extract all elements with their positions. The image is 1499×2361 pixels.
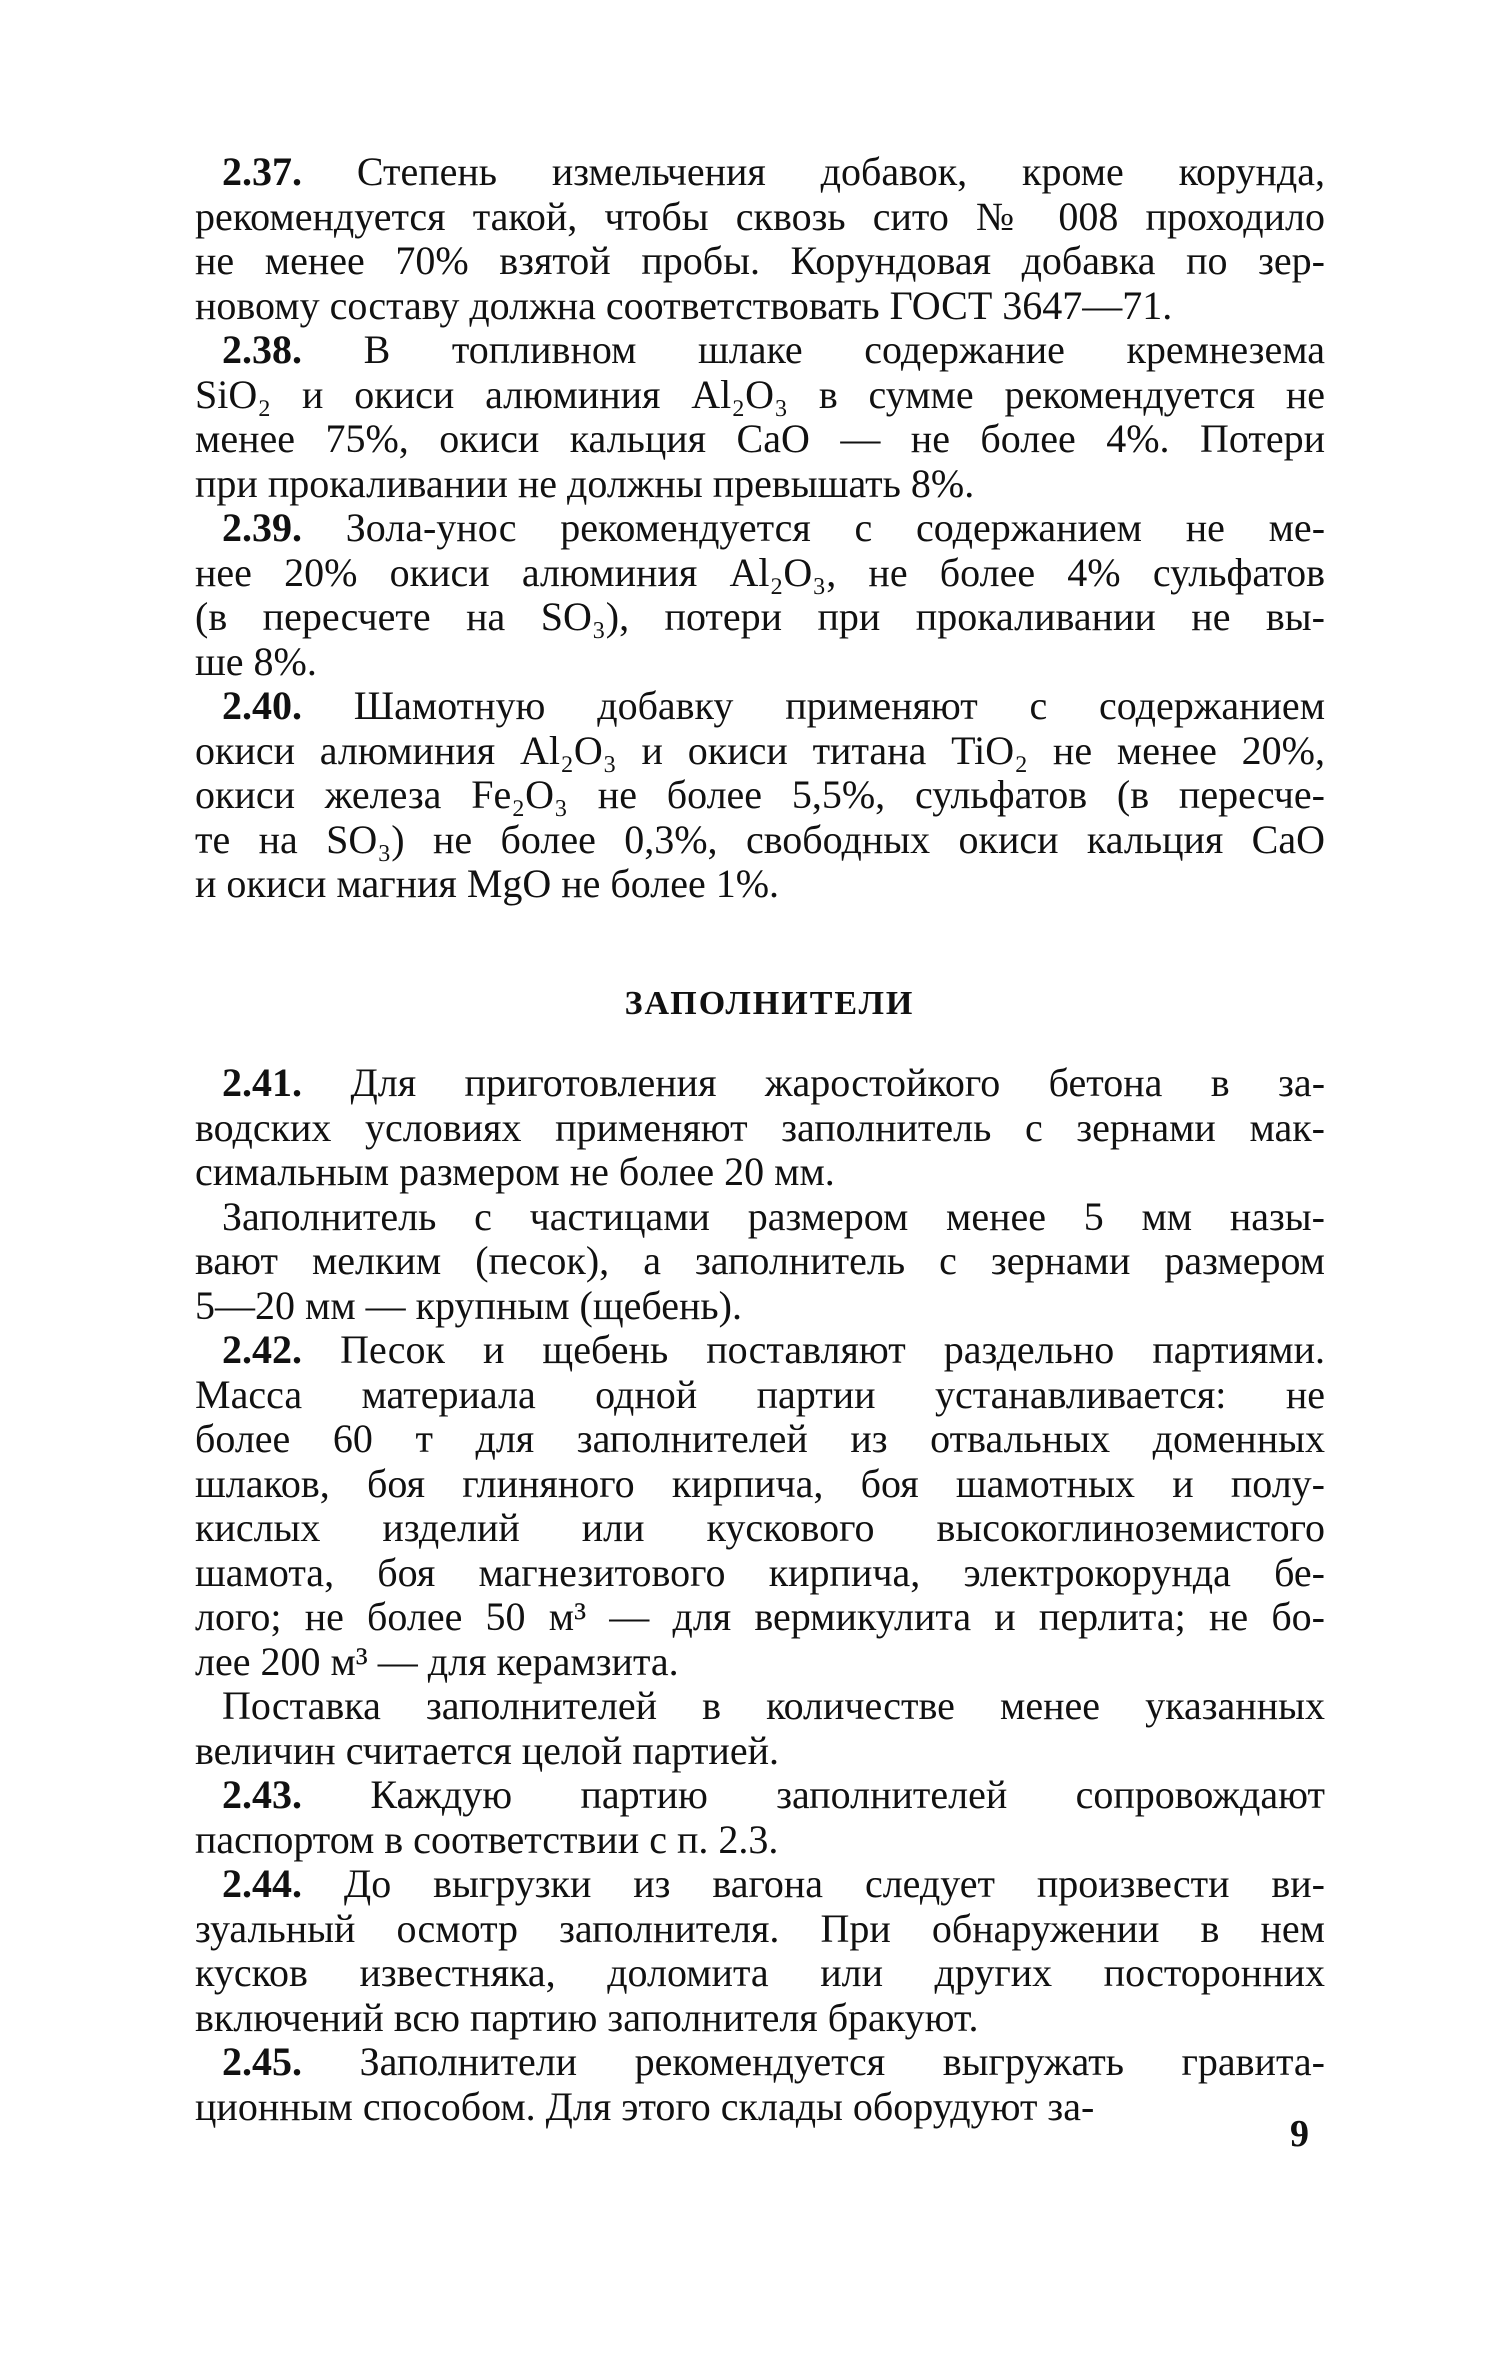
line-text: (в пересчете на SO₃), потери при прокаливании не вы- (195, 594, 1325, 639)
line-text: величин считается целой партией. (195, 1727, 779, 1773)
paragraph-p240 (195, 684, 1325, 907)
text-line (195, 1595, 1325, 1640)
line-text: лого; не более 50 м³ — для вермикулита и перлита; не бо- (195, 1594, 1325, 1639)
line-text: ционным способом. Для этого склады оборудуют за- (195, 2083, 1095, 2129)
text-line (195, 1729, 1325, 1774)
text-line (195, 1150, 1325, 1195)
line-text: нее 20% окиси алюминия Al₂O₃, не более 4% сульфатов (195, 549, 1325, 595)
text-line (195, 1106, 1325, 1151)
paragraph-number: 2.44. (222, 1861, 302, 1906)
text-line (195, 1907, 1325, 1952)
paragraph-number: 2.39. (222, 505, 302, 550)
text-line (195, 773, 1325, 818)
line-text: шамота, боя магнезитового кирпича, электрокорунда бе- (195, 1549, 1325, 1595)
line-text: паспортом в соответствии с п. 2.3. (195, 1816, 779, 1862)
text-line (195, 684, 1325, 729)
line-text: вают мелким (песок), а заполнитель с зернами размером (195, 1238, 1325, 1283)
line-text: окиси железа Fe₂O₃ не более 5,5%, сульфатов (в пересче- (195, 772, 1325, 817)
line-text: при прокаливании не должны превышать 8%. (195, 460, 975, 506)
line-text: Заполнители рекомендуется выгружать гравита- (359, 2039, 1325, 2084)
line-text: кислых изделий или кускового высокоглиноземистого (195, 1505, 1325, 1550)
text-line (195, 1328, 1325, 1373)
line-text: не менее 70% взятой пробы. Корундовая добавка по зер- (195, 238, 1325, 283)
text-line (195, 1506, 1325, 1551)
text-line (195, 1773, 1325, 1818)
text-line (195, 1239, 1325, 1284)
paragraph-number: 2.45. (222, 2039, 302, 2084)
text-line (195, 1818, 1325, 1863)
line-text: и окиси магния MgO не более 1%. (195, 861, 780, 906)
bottom-text-block (195, 1061, 1325, 2129)
paragraph-p241 (195, 1061, 1325, 1195)
text-line (195, 551, 1325, 596)
paragraph-number: 2.37. (222, 149, 302, 194)
line-text: рекомендуется такой, чтобы сквозь сито № 008 проходило (195, 193, 1325, 239)
text-line (195, 328, 1325, 373)
paragraph-p241b (195, 1195, 1325, 1329)
paragraph-p244 (195, 1862, 1325, 2040)
line-text: зуальный осмотр заполнителя. При обнаружении в нем (195, 1905, 1325, 1951)
text-line (195, 284, 1325, 329)
text-line (195, 818, 1325, 863)
text-line (195, 862, 1325, 907)
paragraph-p239 (195, 506, 1325, 684)
line-text: те на SO₃) не более 0,3%, свободных окиси кальция CaO (195, 816, 1325, 862)
text-line (195, 462, 1325, 507)
line-text: Зола-унос рекомендуется с содержанием не ме- (345, 505, 1326, 550)
line-text: менее 75%, окиси кальция CaO — не более 4%. Потери (195, 416, 1325, 461)
line-text: окиси алюминия Al₂O₃ и окиси титана TiO₂ не менее 20%, (195, 727, 1325, 773)
line-text: Поставка заполнителей в количестве менее указанных (222, 1683, 1325, 1728)
text-line (195, 195, 1325, 240)
line-text: новому составу должна соответствовать ГОСТ 3647—71. (195, 282, 1173, 328)
text-line (195, 239, 1325, 284)
text-line (195, 1551, 1325, 1596)
paragraph-p245 (195, 2040, 1325, 2129)
line-text: 5—20 мм — крупным (щебень). (195, 1282, 742, 1328)
text-line (195, 1684, 1325, 1729)
top-text-block (195, 150, 1325, 907)
paragraph-p243 (195, 1773, 1325, 1862)
line-text: Каждую партию заполнителей сопровождают (370, 1772, 1325, 1817)
line-text: Заполнитель с частицами размером менее 5 мм назы- (222, 1193, 1325, 1239)
text-line (195, 150, 1325, 195)
page-number: 9 (1290, 2113, 1309, 2155)
text-line (195, 1061, 1325, 1106)
line-text: симальным размером не более 20 мм. (195, 1149, 835, 1194)
text-line (195, 640, 1325, 685)
line-text: Шамотную добавку применяют с содержанием (353, 683, 1326, 728)
paragraph-p238 (195, 328, 1325, 506)
line-text: водских условиях применяют заполнитель с зернами мак- (195, 1104, 1325, 1150)
line-text: В топливном шлаке содержание кремнезема (363, 327, 1325, 372)
line-text: шлаков, боя глиняного кирпича, боя шамотных и полу- (195, 1460, 1325, 1506)
text-line (195, 506, 1325, 551)
line-text: кусков известняка, доломита или других посторонних (195, 1950, 1325, 1995)
text-line (195, 373, 1325, 418)
text-line (195, 1284, 1325, 1329)
line-text: Для приготовления жаростойкого бетона в за- (350, 1060, 1326, 1105)
paragraph-p242 (195, 1328, 1325, 1684)
text-line (195, 1862, 1325, 1907)
text-line (195, 2085, 1325, 2130)
line-text: более 60 т для заполнителей из отвальных доменных (195, 1416, 1325, 1461)
text-line (195, 1417, 1325, 1462)
paragraph-number: 2.42. (222, 1327, 302, 1372)
paragraph-number: 2.41. (222, 1060, 302, 1105)
text-line (195, 1462, 1325, 1507)
paragraph-p242b (195, 1684, 1325, 1773)
text-line (195, 729, 1325, 774)
text-line (195, 1951, 1325, 1996)
line-text: включений всю партию заполнителя бракуют. (195, 1994, 979, 2040)
text-line (195, 1640, 1325, 1685)
line-text: SiO₂ и окиси алюминия Al₂O₃ в сумме рекомендуется не (195, 371, 1325, 417)
section-heading: ЗАПОЛНИТЕЛИ (624, 985, 915, 1022)
text-line (195, 595, 1325, 640)
line-text: ше 8%. (195, 638, 317, 684)
paragraph-number: 2.43. (222, 1772, 302, 1817)
text-line (195, 1195, 1325, 1240)
paragraph-p237 (195, 150, 1325, 328)
line-text: Песок и щебень поставляют раздельно партиями. (340, 1327, 1325, 1372)
line-text: Масса материала одной партии устанавливается: не (195, 1371, 1325, 1417)
text-line (195, 1373, 1325, 1418)
paragraph-number: 2.38. (222, 327, 302, 372)
text-line (195, 1996, 1325, 2041)
line-text: До выгрузки из вагона следует произвести ви- (343, 1861, 1326, 1906)
paragraph-number: 2.40. (222, 683, 302, 728)
line-text: лее 200 м³ — для керамзита. (195, 1638, 679, 1684)
line-text: Степень измельчения добавок, кроме корунда, (356, 149, 1325, 194)
text-line (195, 2040, 1325, 2085)
text-line (195, 417, 1325, 462)
